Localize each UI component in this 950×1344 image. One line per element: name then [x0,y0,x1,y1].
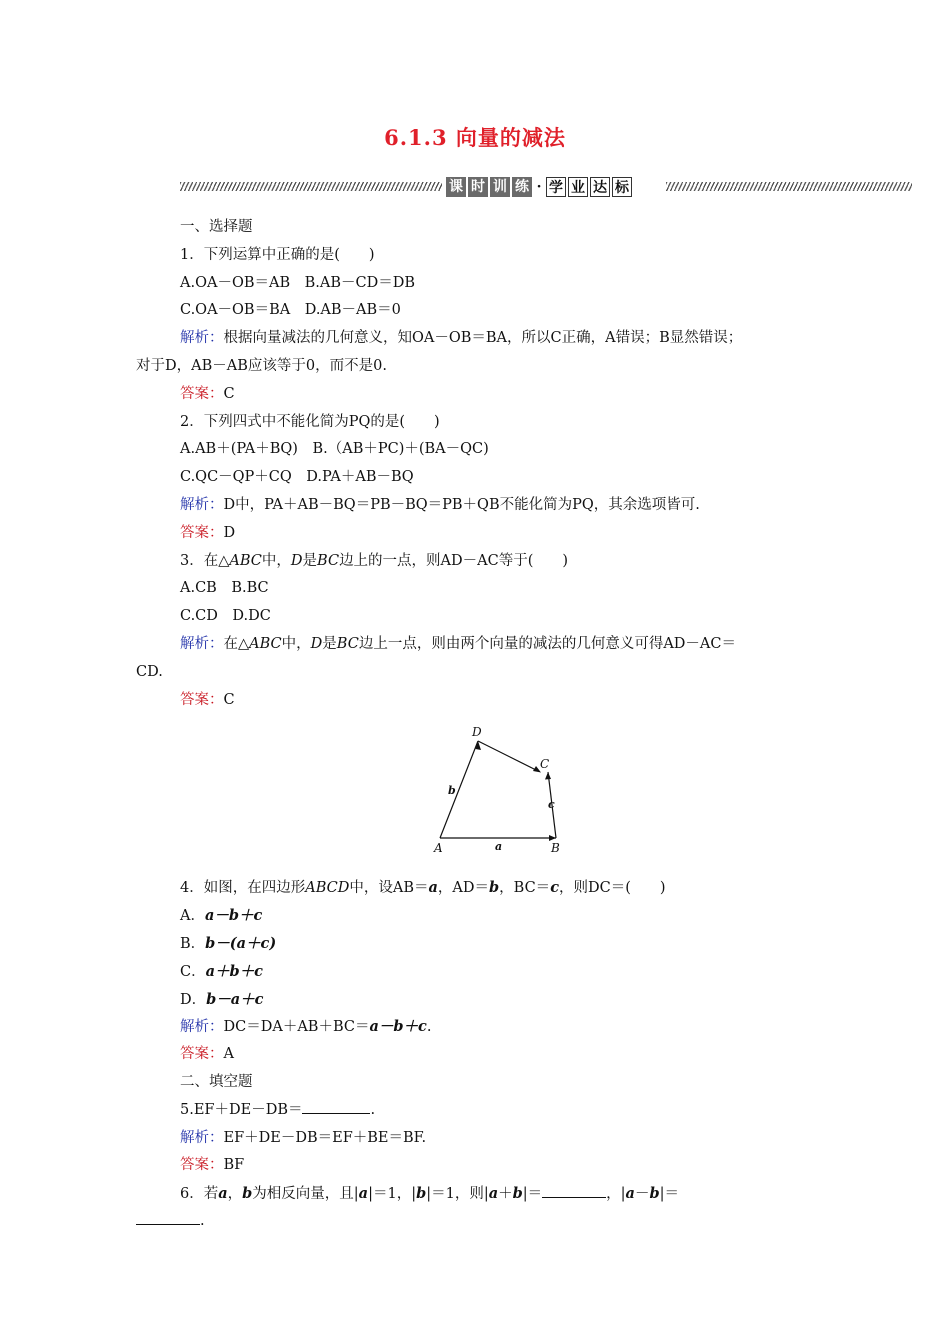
section-heading: 一、选择题 [180,219,253,235]
option-label: A． [180,908,205,925]
question-stem [136,874,816,902]
text-run: ，AD＝ [437,880,490,897]
option-expr: a－b＋c [204,907,263,925]
text-run: 4．如图，在四边形 [180,880,306,897]
analysis-text: 根据向量减法的几何意义，知OA－OB＝BA，所以C正确，A错误；B显然错误； [223,330,743,347]
text-run: D [310,635,323,652]
question-options: C.OA－OB＝BA D.AB－AB＝0 [180,302,401,319]
quadrilateral-svg [420,722,580,857]
analysis-label: 解析： [180,635,224,652]
analysis-label: 解析： [180,1129,224,1146]
text-run: . [426,1019,432,1036]
answer-value: C [223,385,235,402]
answer-label: 答案： [180,385,224,402]
banner-badge: 达 [590,177,610,197]
answer-value: A [223,1046,234,1063]
text-run: 在△ [223,635,250,652]
option-expr: b－a＋c [206,990,264,1008]
text-run: |＝1，| [368,1186,417,1203]
point-label-c: C [540,757,550,771]
answer-blank [136,1210,200,1225]
text-run: DC＝DA＋AB＋BC＝ [223,1019,370,1036]
text-run: 5.EF＋DE－DB＝ [180,1101,303,1118]
text-run: D [290,552,303,569]
text-run: b [512,1185,523,1203]
analysis-label: 解析： [180,496,224,513]
answer-label: 答案： [180,524,224,541]
text-run: b [242,1185,253,1203]
question-option [136,930,816,958]
answer-blank [542,1183,606,1198]
text-run: ABC [249,635,282,652]
banner-badge: 练 [512,177,532,197]
banner-badge: 训 [490,177,510,197]
question-stem [136,1180,816,1208]
text-run: a [218,1185,228,1203]
question-options: A.CB B.BC [180,580,269,597]
banner-separator: · [536,179,542,195]
option-label: B． [180,935,206,952]
point-label-b: B [551,841,560,855]
text-run: 边上一点，则由两个向量的减法的几何意义可得AD－AC＝ [358,635,736,652]
analysis-line [136,1013,816,1041]
question-option [136,902,816,930]
text-run: b [416,1185,427,1203]
segment-dc [478,741,538,771]
answer-line [136,1041,816,1069]
analysis-line [136,631,816,659]
analysis-label: 解析： [180,1019,224,1036]
text-run: |＝ [522,1186,543,1203]
vector-label-b: b [448,784,456,797]
question-option [136,986,816,1014]
text-run: |＝ [659,1186,679,1203]
text-run: b [649,1185,660,1203]
text-run: b [489,879,500,897]
question-stem [136,1097,816,1125]
option-label: D． [180,991,207,1008]
analysis-line: 对于D，AB－AB应该等于0，而不是0. [136,357,387,374]
analysis-line [136,1125,816,1153]
arrowhead-c [545,772,551,780]
vector-label-a: a [495,840,503,853]
quadrilateral-figure [420,722,580,857]
answer-value: BF [223,1157,245,1174]
banner-hatch-left [180,182,442,191]
text-run: 是 [322,635,337,652]
text-run: a [358,1185,369,1203]
text-run: ABC [229,552,262,569]
answer-line [136,1152,816,1180]
answer-line [136,687,816,715]
text-run: a [488,1185,499,1203]
answer-value: C [223,691,235,708]
page-title: 6.1.3 向量的减法 [384,125,566,150]
answer-label: 答案： [180,1157,224,1174]
text-run: 中，设AB＝ [349,880,429,897]
text-run: 6．若 [180,1186,219,1203]
text-run: ＋ [498,1186,513,1203]
text-run: a [625,1185,635,1203]
banner-badge: 业 [568,177,588,197]
question-options: C.CD D.DC [180,608,271,625]
text-run: ABCD [305,880,350,897]
question-options: A.OA－OB＝AB B.AB－CD＝DB [180,274,416,291]
text-run: － [634,1186,650,1203]
question-stem-cont [136,1208,816,1236]
text-run: a [428,879,438,897]
question-options: A.AB＋(PA＋BQ) B.（AB＋PC)＋(BA－QC) [180,441,489,458]
answer-value: D [223,524,236,541]
text-run: . [370,1101,376,1118]
text-run: 是 [302,552,318,569]
question-stem: 2．下列四式中不能化简为PQ的是( ) [180,413,440,430]
answer-line [136,520,816,548]
analysis-line [136,325,816,353]
text-run: |＝1，则| [426,1186,489,1203]
vector-b-line [440,741,478,838]
text-run: ，BC＝ [499,880,551,897]
banner-hatch-right [666,182,912,191]
analysis-text: EF＋DE－DB＝EF＋BE＝BF. [223,1129,427,1146]
question-option [136,958,816,986]
answer-label: 答案： [180,691,224,708]
answer-blank [302,1099,370,1114]
text-run: BC [317,552,340,569]
analysis-line: CD. [136,663,163,680]
text-run: ，| [606,1186,626,1203]
text-run: 3．在△ [180,552,230,569]
analysis-line [136,492,816,520]
answer-line [136,381,816,409]
text-run: 中， [261,552,291,569]
point-label-a: A [434,841,443,855]
text-run: c [550,879,560,897]
banner-badge: 时 [468,177,488,197]
question-stem [136,548,816,576]
banner-badge: 学 [546,177,566,197]
text-run: BC [336,635,359,652]
text-run: 为相反向量，且| [252,1186,359,1203]
option-expr: a＋b＋c [205,962,263,980]
question-stem: 1．下列运算中正确的是( ) [180,246,375,263]
analysis-text: D中，PA＋AB－BQ＝PB－BQ＝PB＋QB不能化简为PQ，其余选项皆可. [223,496,700,513]
answer-label: 答案： [180,1046,224,1063]
text-run: a－b＋c [369,1018,427,1036]
text-run: . [200,1212,205,1229]
text-run: ， [227,1186,243,1203]
section-banner [180,176,912,198]
text-run: 边上的一点，则AD－AC等于( ) [339,552,569,569]
analysis-label: 解析： [180,330,224,347]
section-heading: 二、填空题 [180,1073,253,1090]
option-expr: b－(a＋c) [205,934,277,952]
banner-badges [446,176,634,198]
point-label-d: D [472,725,482,739]
banner-badge: 标 [612,177,632,197]
question-options: C.QC－QP＋CQ D.PA＋AB－BQ [180,469,414,486]
vector-label-c: c [548,798,555,811]
text-run: 中， [281,635,311,652]
text-run: ，则DC＝( ) [559,880,666,897]
banner-badge: 课 [446,177,466,197]
option-label: C． [180,963,206,980]
